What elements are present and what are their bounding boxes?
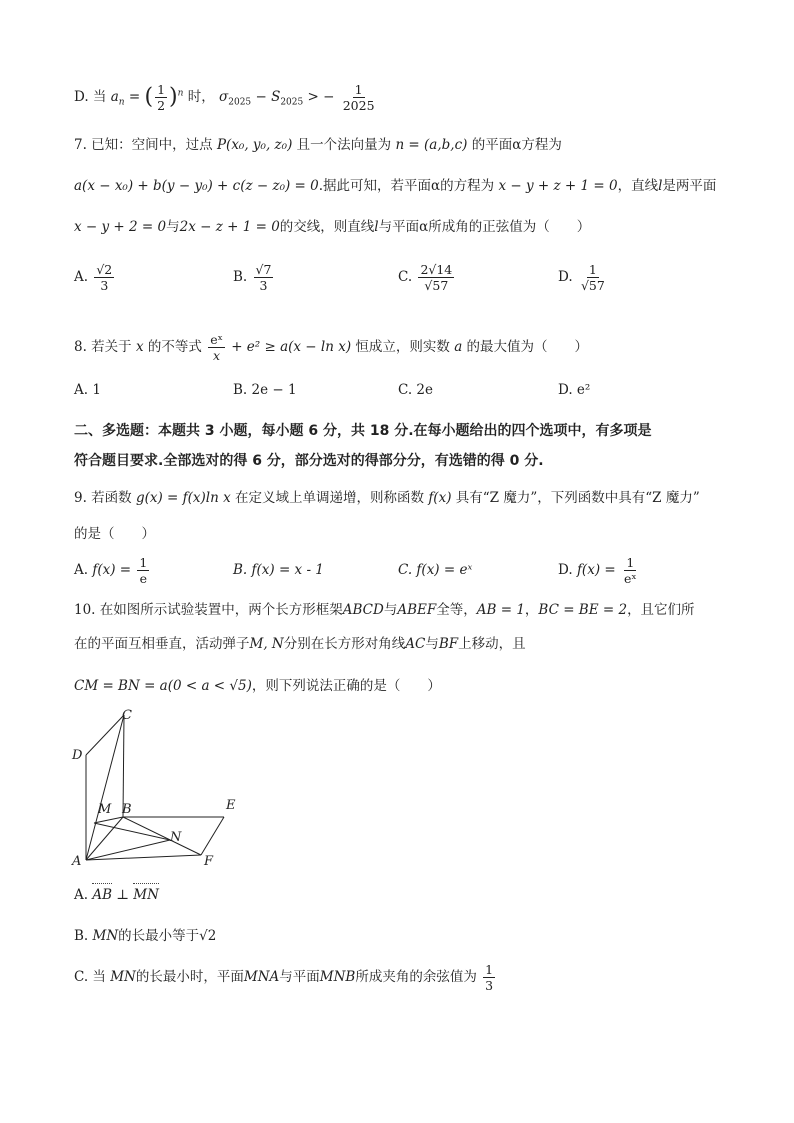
q9-option-b[interactable]: B. f(x) = x - 1 <box>233 562 324 578</box>
q9-line2: 的是（ ） <box>74 526 155 542</box>
frac-num: 1 <box>485 962 494 977</box>
frac-num: 1 <box>588 262 597 277</box>
q6-d-time: 时， <box>187 89 215 105</box>
frac-den: 2025 <box>342 98 375 113</box>
q7-text: .据此可知，若平面α的方程为 <box>318 178 495 194</box>
q10-text: 的长最小等于 <box>118 928 200 944</box>
frac-den: x <box>213 348 221 363</box>
q10-line1 <box>74 600 695 620</box>
fig-label-b: B <box>122 802 132 817</box>
q10-text: 与 <box>425 636 439 652</box>
q10-text: 所成夹角的余弦值为 <box>355 969 477 985</box>
option-frac <box>483 962 495 993</box>
vector-mn: MN <box>133 887 159 903</box>
q8-x: x <box>135 339 144 355</box>
q6-d-label: D. 当 <box>74 89 107 105</box>
q9-fx: f(x) <box>428 490 452 506</box>
q6-d-sub2: 2025 <box>280 97 304 108</box>
option-label: A. <box>74 887 89 903</box>
frac-num: eˣ <box>210 332 223 347</box>
q7-option-b[interactable] <box>233 262 275 293</box>
q7-line1 <box>74 135 562 155</box>
q9-text: 9. 若函数 <box>74 490 132 506</box>
q7-line3 <box>74 217 590 237</box>
option-label: A. <box>74 269 89 285</box>
q8-text: 恒成立，则实数 <box>355 339 450 355</box>
option-frac <box>94 262 114 293</box>
q7-line2 <box>74 176 716 196</box>
left-paren: ( <box>144 84 154 110</box>
right-paren: ) <box>169 84 178 110</box>
perp-symbol: ⊥ <box>112 887 134 903</box>
option-frac <box>579 262 607 293</box>
q10-text: 与平面 <box>279 969 320 985</box>
frac-num: √2 <box>96 262 113 277</box>
vector-ab: AB <box>92 887 113 903</box>
frac-num: 1 <box>157 82 166 97</box>
q7-l: l <box>658 178 663 194</box>
q6-option-d: D. 当 $a_n$ = ( $\frac{1}{2}$ )$^n$ 时， $\sigma_{2025} - S_{2025}$ > − $\frac{1}{2025}$ <box>74 82 375 113</box>
frac-num: 1 <box>626 555 635 570</box>
q10-line2 <box>74 634 526 654</box>
frac-den: e <box>139 571 148 586</box>
frac-den: √57 <box>580 278 605 293</box>
q9-option-c[interactable]: C. f(x) = eˣ <box>398 562 473 578</box>
q6-d-S: S <box>271 89 281 105</box>
q7-option-d[interactable] <box>558 262 609 293</box>
q8-a: a <box>454 339 463 355</box>
q7-option-a[interactable] <box>74 262 116 293</box>
frac-num: 1 <box>139 555 148 570</box>
q10-mn: MN <box>110 969 136 985</box>
q6-d-sub1: 2025 <box>228 97 252 108</box>
frac-num: 2√14 <box>420 262 453 277</box>
q8-inequality: + e² ≥ a(x − ln x) <box>231 339 352 355</box>
fig-label-m: M <box>98 802 112 817</box>
q10-ab: AB = 1 <box>476 602 525 618</box>
q7-l: l <box>374 219 379 235</box>
section2-heading-line2: 符合题目要求.全部选对的得 6 分，部分选对的得部分分，有选错的得 0 分. <box>74 453 544 469</box>
q10-bc-be: BC = BE = 2 <box>538 602 628 618</box>
q8-frac <box>208 332 225 363</box>
q10-mna: MNA <box>243 969 280 985</box>
q6-d-n: n <box>118 97 125 108</box>
frac-den: eˣ <box>623 571 637 586</box>
frac-den: √57 <box>424 278 449 293</box>
q8-text: 的不等式 <box>147 339 202 355</box>
diagonal-bf <box>123 817 201 855</box>
q9-gx: g(x) = f(x)ln x <box>135 490 231 506</box>
q10-option-b[interactable] <box>74 926 216 946</box>
q8-option-d[interactable]: D. e² <box>558 382 591 398</box>
section2-heading-line1: 二、多选题：本题共 3 小题，每小题 6 分，共 18 分.在每小题给出的四个选项中，有多项是 <box>74 423 652 439</box>
option-label: A. <box>74 562 89 578</box>
edge-ef <box>201 817 224 855</box>
fig-label-d: D <box>72 748 83 763</box>
option-label: C. 当 <box>74 969 106 985</box>
q7-plane-equation: a(x − x₀) + b(y − y₀) + c(z − z₀) = 0 <box>74 178 319 194</box>
q8-option-c[interactable]: C. 2e <box>398 382 434 398</box>
option-frac <box>418 262 454 293</box>
q6-d-frac <box>341 82 377 113</box>
q7-text: 的交线，则直线 <box>279 219 375 235</box>
fig-label-c: C <box>122 708 132 723</box>
fig-label-e: E <box>226 798 236 813</box>
q10-mnb: MNB <box>319 969 356 985</box>
q7-option-c[interactable] <box>398 262 456 293</box>
q7-text: 7. 已知：空间中，过点 <box>74 137 213 153</box>
q9-text: 在定义域上单调递增，则称函数 <box>235 490 425 506</box>
frac-num: √7 <box>255 262 272 277</box>
option-label: D. <box>558 562 573 578</box>
q6-d-gt: > − <box>303 89 335 105</box>
q10-text: 在的平面互相垂直，活动弹子 <box>74 636 250 652</box>
option-expr: f(x) = <box>92 562 132 578</box>
option-label: B. <box>74 928 89 944</box>
q10-line3 <box>74 676 441 696</box>
q8-text: 8. 若关于 <box>74 339 132 355</box>
q6-d-exp: n <box>177 88 184 99</box>
option-expr: f(x) = <box>576 562 616 578</box>
frac-num: 1 <box>354 82 363 97</box>
q8-text: 的最大值为（ ） <box>466 339 589 355</box>
q10-text: 分别在长方形对角线 <box>283 636 406 652</box>
q10-mn: M, N <box>249 636 284 652</box>
q8-option-a[interactable]: A. 1 <box>74 382 101 398</box>
q6-d-half <box>155 82 167 113</box>
fig-label-f: F <box>204 854 214 869</box>
q10-ac: AC <box>405 636 426 652</box>
frac-den: 3 <box>485 978 494 993</box>
q10-text: 上移动，且 <box>458 636 526 652</box>
q10-text: 全等， <box>436 602 477 618</box>
option-frac <box>622 555 639 586</box>
q9-option-a[interactable] <box>74 555 151 586</box>
option-frac <box>137 555 149 586</box>
q10-text: 的长最小时，平面 <box>135 969 244 985</box>
q7-plane2: 2x − z + 1 = 0 <box>179 219 280 235</box>
q6-d-sigma: σ <box>219 89 229 105</box>
option-frac <box>254 262 274 293</box>
q10-abef: ABEF <box>397 602 437 618</box>
frac-den: 2 <box>157 98 166 113</box>
fig-label-a: A <box>72 854 82 869</box>
q10-text: ，且它们所 <box>627 602 695 618</box>
q8-option-b[interactable]: B. 2e − 1 <box>233 382 297 398</box>
q10-condition: CM = BN = a(0 < a < √5) <box>74 678 252 694</box>
q10-option-a[interactable] <box>74 885 159 905</box>
q6-d-a: a <box>110 89 119 105</box>
q10-mn: MN <box>92 928 119 944</box>
q7-normal-vector: n = (a,b,c) <box>395 137 468 153</box>
q10-text: ， <box>524 602 539 618</box>
q7-plane1: x − y + 2 = 0 <box>74 219 167 235</box>
q10-option-c[interactable] <box>74 962 497 993</box>
q10-abcd: ABCD <box>342 602 384 618</box>
q7-plane-alpha-eq: x − y + z + 1 = 0 <box>498 178 618 194</box>
q7-text: 的平面α方程为 <box>471 137 562 153</box>
q10-bf: BF <box>438 636 459 652</box>
q7-text: 是两平面 <box>662 178 717 194</box>
q9-text: 具有“Z 魔力”，下列函数中具有“Z 魔力” <box>455 490 700 506</box>
q9-option-d[interactable] <box>558 555 641 586</box>
option-label: C. <box>398 269 413 285</box>
q10-text: ，则下列说法正确的是（ ） <box>251 678 441 694</box>
q10-figure <box>66 705 246 870</box>
option-label: B. <box>233 269 248 285</box>
q7-text: ，直线 <box>617 178 659 194</box>
q10-text: 与 <box>383 602 398 618</box>
q7-point: P(x₀, y₀, z₀) <box>216 137 293 153</box>
option-label: D. <box>558 269 573 285</box>
fig-label-n: N <box>170 830 182 845</box>
q9-line1 <box>74 488 700 508</box>
frac-den: 3 <box>100 278 109 293</box>
q10-text: 10. 在如图所示试验装置中，两个长方形框架 <box>74 602 343 618</box>
q7-text: 与平面α所成角的正弦值为（ ） <box>378 219 591 235</box>
q7-text: 与 <box>166 219 180 235</box>
q10-sqrt2: √2 <box>199 928 217 944</box>
q7-text: 且一个法向量为 <box>296 137 392 153</box>
frac-den: 3 <box>259 278 268 293</box>
q8-stem <box>74 332 588 363</box>
